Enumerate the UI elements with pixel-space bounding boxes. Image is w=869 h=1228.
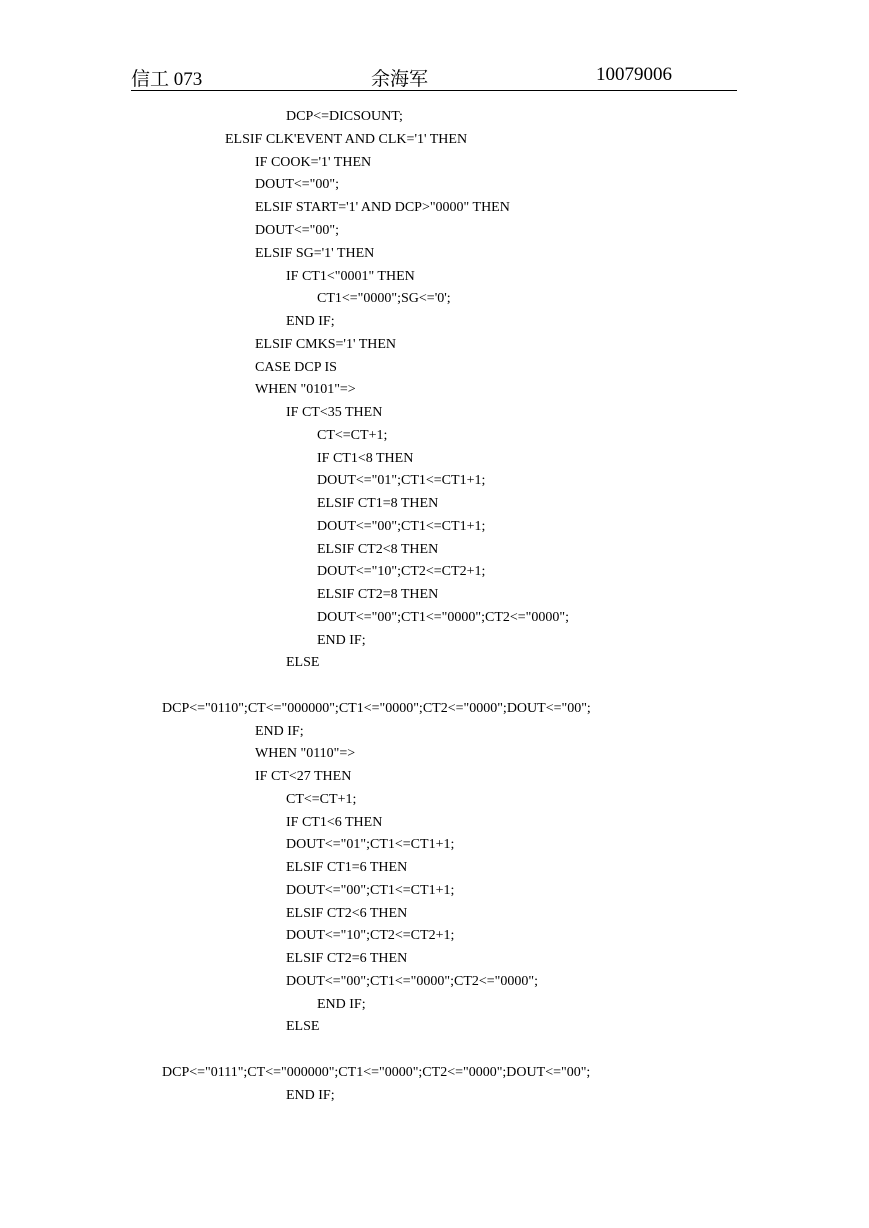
code-line: ELSIF CT1=6 THEN xyxy=(286,860,408,875)
code-line: DOUT<="00"; xyxy=(255,223,339,238)
page-header xyxy=(131,58,737,91)
code-line: ELSIF CMKS='1' THEN xyxy=(255,337,397,352)
code-line: CT<=CT+1; xyxy=(317,428,388,443)
code-line: IF COOK='1' THEN xyxy=(255,155,372,170)
code-line: DOUT<="00";CT1<=CT1+1; xyxy=(317,519,486,534)
header-author-name: 余海军 xyxy=(371,69,429,90)
code-line: DCP<="0110";CT<="000000";CT1<="0000";CT2<="0000";DOUT<="00"; xyxy=(162,701,591,716)
code-line: DCP<="0111";CT<="000000";CT1<="0000";CT2<="0000";DOUT<="00"; xyxy=(162,1065,591,1080)
code-line: IF CT1<8 THEN xyxy=(317,451,414,466)
code-line: ELSIF CLK'EVENT AND CLK='1' THEN xyxy=(225,132,468,147)
code-line: IF CT1<"0001" THEN xyxy=(286,269,415,284)
code-line: DOUT<="10";CT2<=CT2+1; xyxy=(286,928,455,943)
code-line: WHEN "0110"=> xyxy=(255,746,356,761)
code-line: ELSIF SG='1' THEN xyxy=(255,246,375,261)
code-line: ELSIF CT1=8 THEN xyxy=(317,496,439,511)
code-line: ELSIF CT2=8 THEN xyxy=(317,587,439,602)
header-student-id: 10079006 xyxy=(596,64,672,85)
code-line: ELSIF CT2<8 THEN xyxy=(317,542,439,557)
code-line: IF CT<27 THEN xyxy=(255,769,352,784)
code-line: ELSE xyxy=(286,1019,320,1034)
code-line: END IF; xyxy=(317,997,366,1012)
code-line: END IF; xyxy=(317,633,366,648)
code-line: DOUT<="00";CT1<="0000";CT2<="0000"; xyxy=(317,610,569,625)
code-line: WHEN "0101"=> xyxy=(255,382,356,397)
code-line: CT1<="0000";SG<='0'; xyxy=(317,291,451,306)
code-line: END IF; xyxy=(286,1088,335,1103)
code-line: DOUT<="00";CT1<=CT1+1; xyxy=(286,883,455,898)
code-line: CASE DCP IS xyxy=(255,360,337,375)
code-line: DOUT<="00"; xyxy=(255,177,339,192)
code-line: IF CT1<6 THEN xyxy=(286,815,383,830)
code-line: IF CT<35 THEN xyxy=(286,405,383,420)
code-line: ELSIF CT2=6 THEN xyxy=(286,951,408,966)
code-line: END IF; xyxy=(286,314,335,329)
code-line: END IF; xyxy=(255,724,304,739)
code-line: ELSIF CT2<6 THEN xyxy=(286,906,408,921)
code-line: DOUT<="01";CT1<=CT1+1; xyxy=(317,473,486,488)
code-line: CT<=CT+1; xyxy=(286,792,357,807)
header-class: 信工 073 xyxy=(131,69,203,90)
code-line: DOUT<="10";CT2<=CT2+1; xyxy=(317,564,486,579)
code-line: DCP<=DICSOUNT; xyxy=(286,109,403,124)
code-line: ELSIF START='1' AND DCP>"0000" THEN xyxy=(255,200,510,215)
code-line: DOUT<="00";CT1<="0000";CT2<="0000"; xyxy=(286,974,538,989)
code-line: ELSE xyxy=(286,655,320,670)
code-line: DOUT<="01";CT1<=CT1+1; xyxy=(286,837,455,852)
